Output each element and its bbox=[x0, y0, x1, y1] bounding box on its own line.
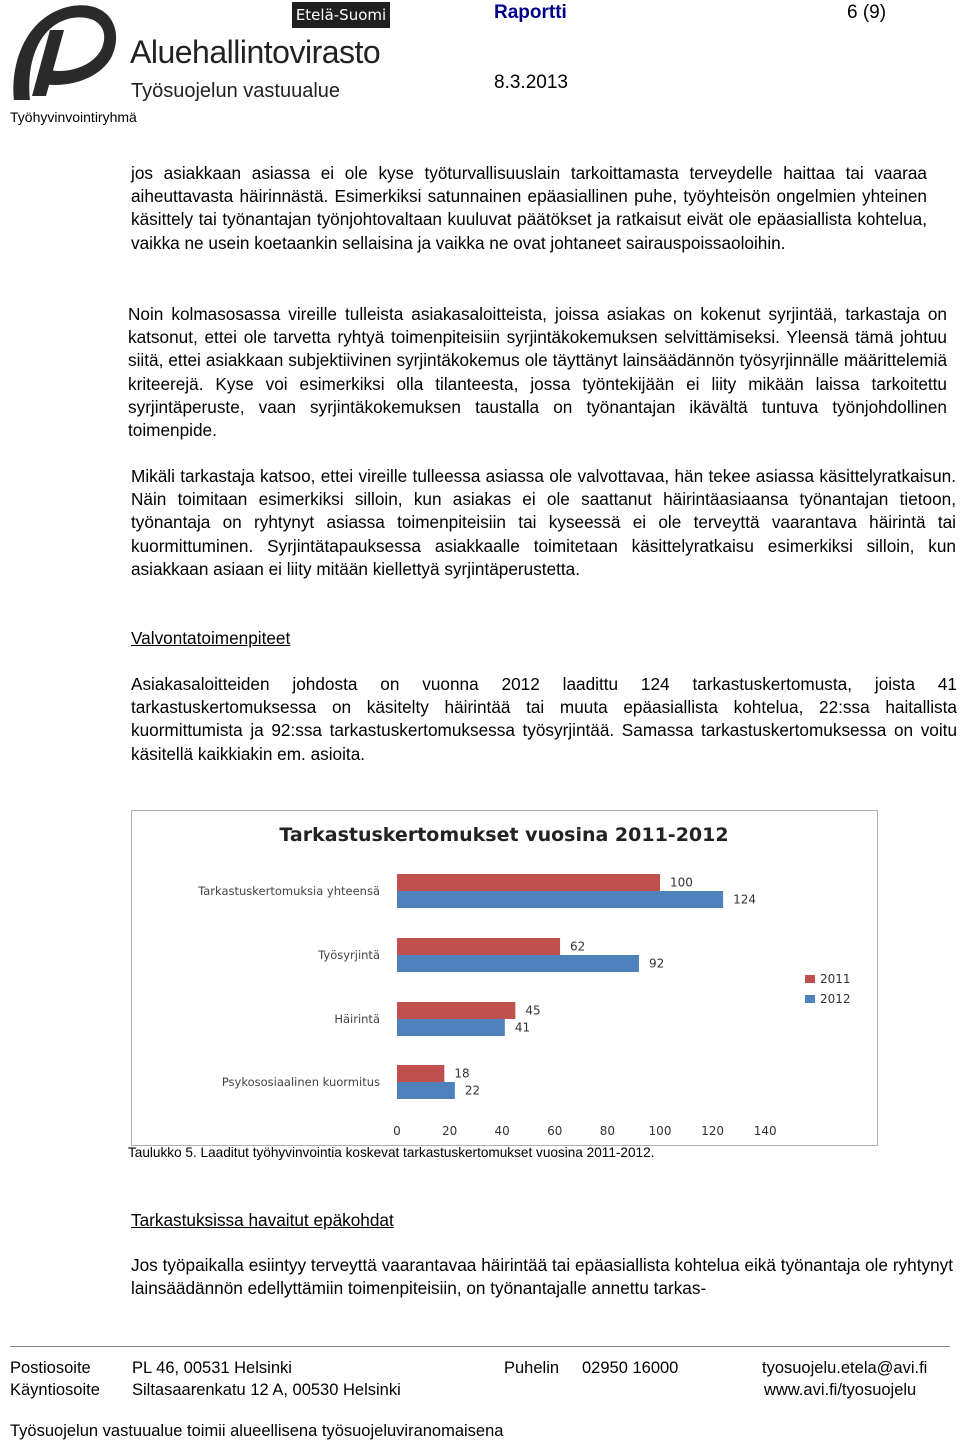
footer-visit-label: Käyntiosoite bbox=[10, 1381, 100, 1399]
footer-postal-address: PL 46, 00531 Helsinki bbox=[132, 1359, 292, 1377]
section-heading-epakohdat: Tarkastuksissa havaitut epäkohdat bbox=[131, 1210, 394, 1230]
bar-2012 bbox=[397, 1082, 455, 1099]
x-tick-label: 40 bbox=[494, 1124, 510, 1138]
legend-label: 2012 bbox=[820, 992, 851, 1006]
footer-phone-label: Puhelin bbox=[504, 1359, 560, 1377]
footer-phone-number: 02950 16000 bbox=[582, 1359, 679, 1377]
x-tick-label: 80 bbox=[599, 1124, 616, 1138]
legend-label: 2011 bbox=[820, 972, 851, 986]
bar-2012 bbox=[397, 891, 723, 908]
legend-swatch-2012 bbox=[805, 995, 815, 1003]
page-number: 6 (9) bbox=[847, 2, 887, 23]
bar-2011 bbox=[397, 938, 560, 955]
footer-postal-label: Postiosoite bbox=[10, 1359, 91, 1377]
x-tick-label: 60 bbox=[547, 1124, 563, 1138]
bar-2011 bbox=[397, 1002, 515, 1019]
footer-divider bbox=[10, 1346, 950, 1347]
chart-caption: Taulukko 5. Laaditut työhyvinvointia koskevat tarkastuskertomukset vuosina 2011-2012. bbox=[128, 1145, 655, 1160]
paragraph-1: jos asiakkaan asiassa ei ole kyse työturvallisuuslain tarkoittamasta terveydelle haittaa tai vaaraa aiheuttavasta häirinnästä. Esimerkiksi satunnainen epäasiallinen puhe, työyhteisön ongelmien yhteinen käsittely tai työnantajan työnjohtovaltaan kuuluvat päätökset ja ratkaisut eivät ole epäasiallista kohtelua, vaikka ne usein koetaankin sellaisina ja vaikka ne ovat johtaneet sairauspoissaoloihin. bbox=[131, 163, 927, 253]
bar-2012 bbox=[397, 1019, 505, 1036]
data-label: 92 bbox=[648, 956, 665, 971]
x-tick-label: 120 bbox=[701, 1124, 725, 1138]
unit-name: Työsuojelun vastuualue bbox=[131, 80, 341, 102]
footer-website[interactable]: www.avi.fi/tyosuojelu bbox=[764, 1381, 917, 1399]
chart-title: Tarkastuskertomukset vuosina 2011-2012 bbox=[279, 824, 729, 846]
bar-2011 bbox=[397, 874, 660, 891]
data-label: 18 bbox=[454, 1066, 470, 1081]
category-label: Tarkastuskertomuksia yhteensä bbox=[198, 884, 380, 898]
paragraph-4: Asiakasaloitteiden johdosta on vuonna 2012 laadittu 124 tarkastuskertomusta, joista 41 tarkastuskertomuksessa on käsitelty häirintää tai muuta epäasiallista kohtelua, 22:ssa haitallista kuormittumista ja 92:ssa tarkastuskertomuksessa työsyrjintää. Samassa tarkastuskertomuksessa on voitu käsitellä kaikkiakin em. asioita. bbox=[131, 674, 957, 764]
x-tick-label: 100 bbox=[648, 1124, 672, 1138]
bar-2011 bbox=[397, 1065, 444, 1082]
footer-email[interactable]: tyosuojelu.etela@avi.fi bbox=[762, 1359, 928, 1377]
region-tag: Etelä-Suomi bbox=[292, 2, 390, 28]
document-date: 8.3.2013 bbox=[494, 72, 568, 93]
category-label: Psykososiaalinen kuormitus bbox=[221, 1075, 380, 1089]
category-label: Häirintä bbox=[334, 1012, 380, 1026]
data-label: 45 bbox=[525, 1003, 541, 1018]
footer-visit-address: Siltasaarenkatu 12 A, 00530 Helsinki bbox=[132, 1381, 401, 1399]
data-label: 100 bbox=[670, 875, 693, 890]
bar-chart bbox=[132, 811, 877, 1145]
legend-swatch-2011 bbox=[805, 975, 815, 983]
paragraph-3: Mikäli tarkastaja katsoo, ettei vireille tulleessa asiassa ole valvottavaa, hän tekee asiassa käsittelyratkaisun. Näin toimitaan esimerkiksi silloin, kun asiakas ei ole saattanut häirintäasiaansa työnantajan tietoon, työnantaja on ryhtynyt asiassa toimenpiteisiin tai kyseessä ei ole terveyttä vaarantava häirintä tai kuormittuminen. Syrjintätapauksessa asiakkaalle toimitetaan käsittelyratkaisu esimerkiksi silloin, kun asiakkaan asiaan ei liity mitään kiellettyä syrjintäperustetta. bbox=[131, 466, 956, 579]
data-label: 22 bbox=[464, 1083, 481, 1098]
agency-logo bbox=[6, 0, 126, 106]
chart-frame bbox=[131, 810, 878, 1146]
data-label: 41 bbox=[514, 1020, 531, 1035]
x-tick-label: 140 bbox=[753, 1124, 777, 1138]
paragraph-5: Jos työpaikalla esiintyy terveyttä vaarantavaa häirintää tai epäasiallista kohtelua eikä työnantaja ole ryhtynyt lainsäädännön edellyttämiin toimenpiteisiin, on työnantajalle annettu tarkas- bbox=[131, 1255, 953, 1299]
x-tick-label: 0 bbox=[393, 1124, 401, 1138]
x-tick-label: 20 bbox=[441, 1124, 458, 1138]
paragraph-2: Noin kolmasosassa vireille tulleista asiakasaloitteista, joissa asiakas on kokenut syrjintää, tarkastaja on katsonut, ettei ole tarvetta ryhtyä toimenpiteisiin syrjintäkokemuksen selvittämiseksi. Yleensä tämä johtuu siitä, ettei asiakkaan subjektiivinen syrjintäkokemus ole täyttänyt lainsäädännön työsyrjinnälle määrittelemiä kriteerejä. Kyse voi esimerkiksi olla tilanteesta, jossa työntekijään ei liity mikään laissa tarkoitettu syrjintäperuste, vaan syrjintäkokemuksen taustalla on työnantajan ikävältä tuntuva työnjohdollinen toimenpide. bbox=[128, 304, 947, 441]
footer-note: Työsuojelun vastuualue toimii alueellisena työsuojeluviranomaisena bbox=[10, 1422, 504, 1440]
document-type: Raportti bbox=[494, 2, 567, 23]
data-label: 62 bbox=[570, 939, 586, 954]
data-label: 124 bbox=[733, 892, 757, 907]
category-label: Työsyrjintä bbox=[318, 948, 380, 962]
agency-name: Aluehallintovirasto bbox=[130, 34, 381, 70]
group-name: Työhyvinvointiryhmä bbox=[10, 109, 137, 125]
section-heading-valvonta: Valvontatoimenpiteet bbox=[131, 628, 291, 648]
bar-2012 bbox=[397, 955, 639, 972]
